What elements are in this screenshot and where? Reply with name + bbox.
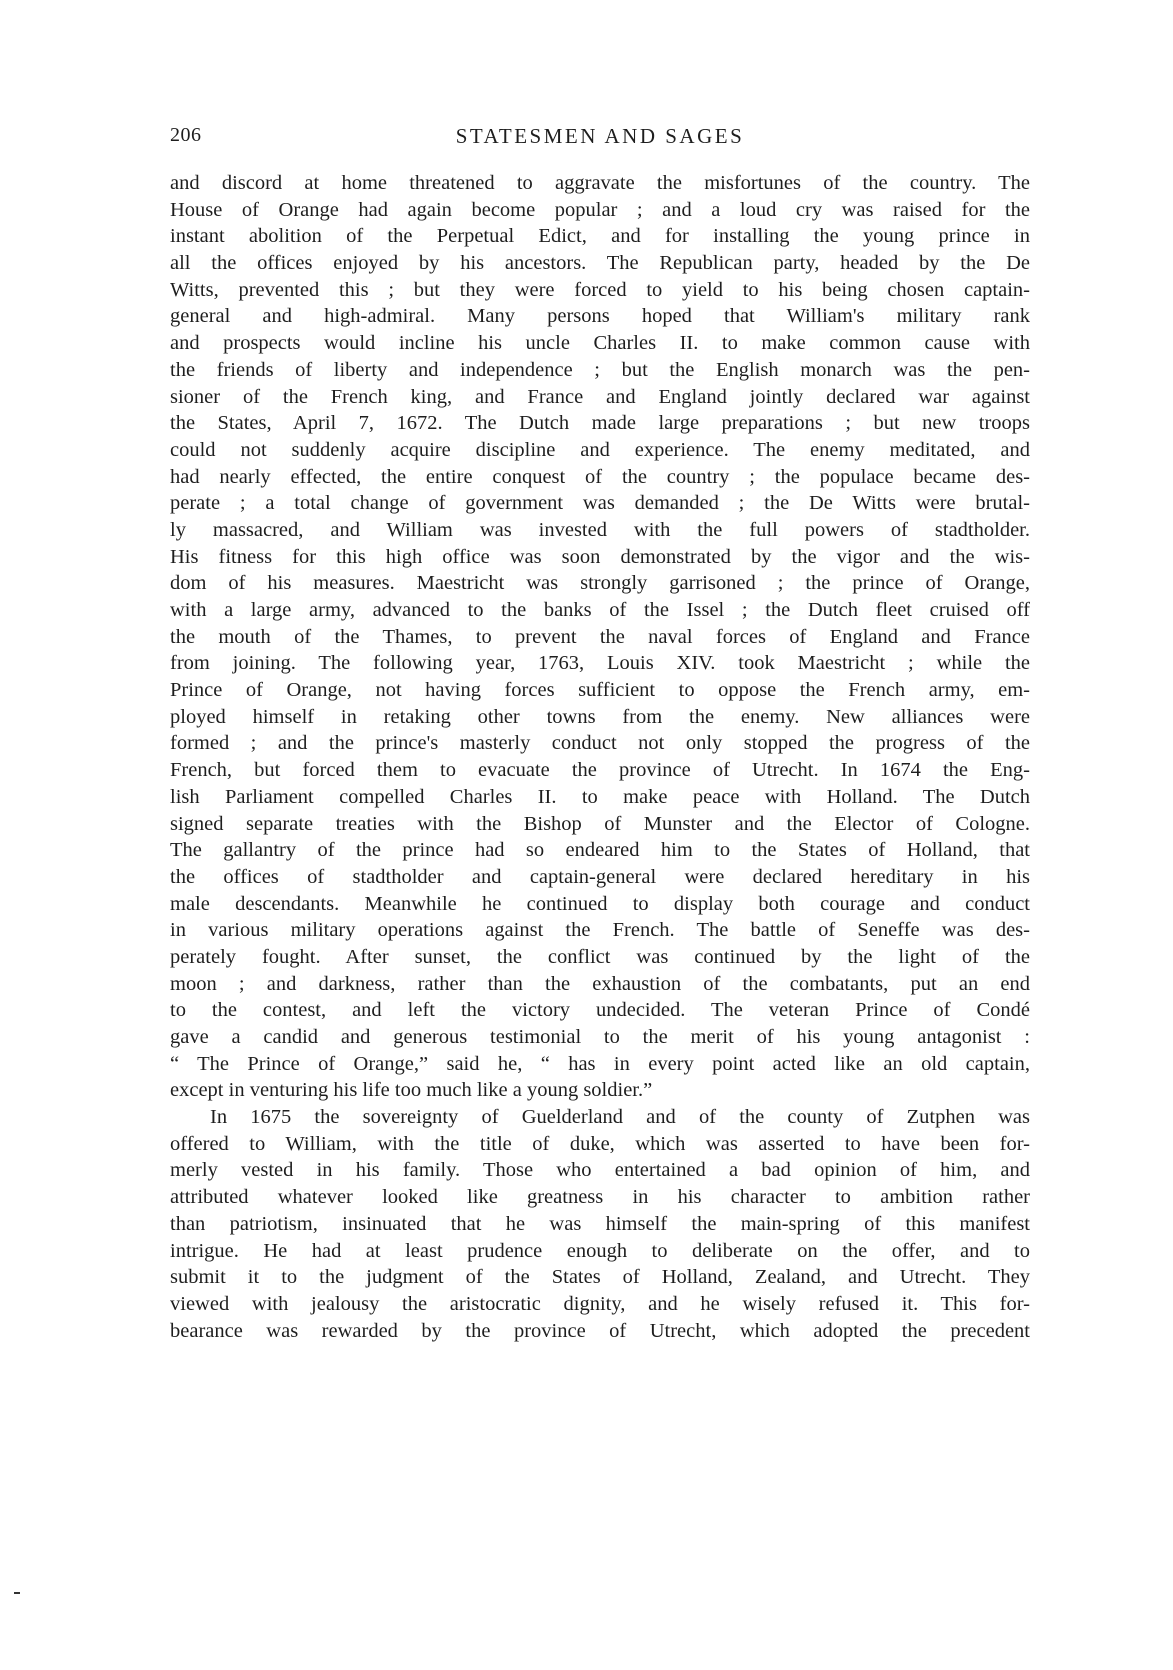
- body-text: [170, 170, 1030, 1344]
- text-line: ly massacred, and William was invested with the full powers of stadtholder.: [170, 518, 1030, 541]
- paragraph-2: [170, 1104, 1030, 1344]
- text-line: male descendants. Meanwhile he continued to display both courage and conduct: [170, 892, 1030, 915]
- text-line: The gallantry of the prince had so endeared him to the States of Holland, that: [170, 839, 1030, 862]
- text-line: than patriotism, insinuated that he was himself the main-spring of this manifest: [170, 1212, 1030, 1235]
- text-line: gave a candid and generous testimonial to the merit of his young antagonist :: [170, 1026, 1030, 1048]
- text-line: merly vested in his family. Those who entertained a bad opinion of him, and: [170, 1159, 1030, 1182]
- text-line: His fitness for this high office was soon demonstrated by the vigor and the wis-: [170, 545, 1030, 568]
- text-line: in various military operations against the French. The battle of Seneffe was des-: [170, 919, 1030, 942]
- text-line: dom of his measures. Maestricht was strongly garrisoned ; the prince of Orange,: [170, 572, 1030, 595]
- text-line: general and high-admiral. Many persons hoped that William's military rank: [170, 305, 1030, 328]
- text-line: sioner of the French king, and France and England jointly declared war against: [170, 385, 1030, 408]
- paragraph-1: [170, 170, 1030, 1104]
- text-line: submit it to the judgment of the States of Holland, Zealand, and Utrecht. They: [170, 1266, 1030, 1289]
- text-line: to the contest, and left the victory undecided. The veteran Prince of Condé: [170, 999, 1030, 1022]
- running-head: [170, 124, 1030, 154]
- text-line: the offices of stadtholder and captain-general were declared hereditary in his: [170, 865, 1030, 888]
- text-line: signed separate treaties with the Bishop of Munster and the Elector of Cologne.: [170, 812, 1030, 835]
- text-line: could not suddenly acquire discipline and experience. The enemy meditated, and: [170, 438, 1030, 461]
- text-line: the mouth of the Thames, to prevent the naval forces of England and France: [170, 625, 1030, 648]
- text-line: viewed with jealousy the aristocratic dignity, and he wisely refused it. This for-: [170, 1292, 1030, 1315]
- text-line: In 1675 the sovereignty of Guelderland and of the county of Zutphen was: [210, 1106, 1030, 1129]
- text-line: Prince of Orange, not having forces sufficient to oppose the French army, em-: [170, 679, 1030, 702]
- text-line: the States, April 7, 1672. The Dutch made large preparations ; but new troops: [170, 412, 1030, 435]
- text-line: moon ; and darkness, rather than the exhaustion of the combatants, put an end: [170, 972, 1030, 995]
- text-line: the friends of liberty and independence ; but the English monarch was the pen-: [170, 358, 1030, 381]
- text-line: bearance was rewarded by the province of Utrecht, which adopted the precedent: [170, 1319, 1030, 1342]
- text-line: French, but forced them to evacuate the province of Utrecht. In 1674 the Eng-: [170, 759, 1030, 782]
- text-line: ployed himself in retaking other towns from the enemy. New alliances were: [170, 705, 1030, 728]
- text-line: House of Orange had again become popular ; and a loud cry was raised for the: [170, 198, 1030, 221]
- text-line: with a large army, advanced to the banks of the Issel ; the Dutch fleet cruised off: [170, 599, 1030, 621]
- text-line: and prospects would incline his uncle Charles II. to make common cause with: [170, 332, 1030, 355]
- text-line: Witts, prevented this ; but they were forced to yield to his being chosen captain-: [170, 278, 1030, 301]
- text-line: all the offices enjoyed by his ancestors. The Republican party, headed by the De: [170, 252, 1030, 275]
- text-line: offered to William, with the title of duke, which was asserted to have been for-: [170, 1132, 1030, 1155]
- text-line: intrigue. He had at least prudence enough to deliberate on the offer, and to: [170, 1239, 1030, 1262]
- text-line: and discord at home threatened to aggravate the misfortunes of the country. The: [170, 172, 1030, 194]
- margin-mark: [14, 1592, 20, 1594]
- text-line: “ The Prince of Orange,” said he, “ has in every point acted like an old captain,: [170, 1052, 1030, 1075]
- text-line: from joining. The following year, 1763, Louis XIV. took Maestricht ; while the: [170, 652, 1030, 675]
- text-line: attributed whatever looked like greatness in his character to ambition rather: [170, 1186, 1030, 1209]
- running-title: STATESMEN AND SAGES: [455, 124, 745, 148]
- text-line: formed ; and the prince's masterly conduct not only stopped the progress of the: [170, 732, 1030, 755]
- text-line: instant abolition of the Perpetual Edict, and for installing the young prince in: [170, 225, 1030, 248]
- text-line: lish Parliament compelled Charles II. to make peace with Holland. The Dutch: [170, 785, 1030, 808]
- text-line: except in venturing his life too much like a young soldier.”: [170, 1079, 653, 1102]
- text-line: perate ; a total change of government was demanded ; the De Witts were brutal-: [170, 492, 1030, 515]
- text-line: had nearly effected, the entire conquest of the country ; the populace became des-: [170, 465, 1030, 488]
- page-number: 206: [170, 124, 202, 146]
- text-line: perately fought. After sunset, the conflict was continued by the light of the: [170, 945, 1030, 968]
